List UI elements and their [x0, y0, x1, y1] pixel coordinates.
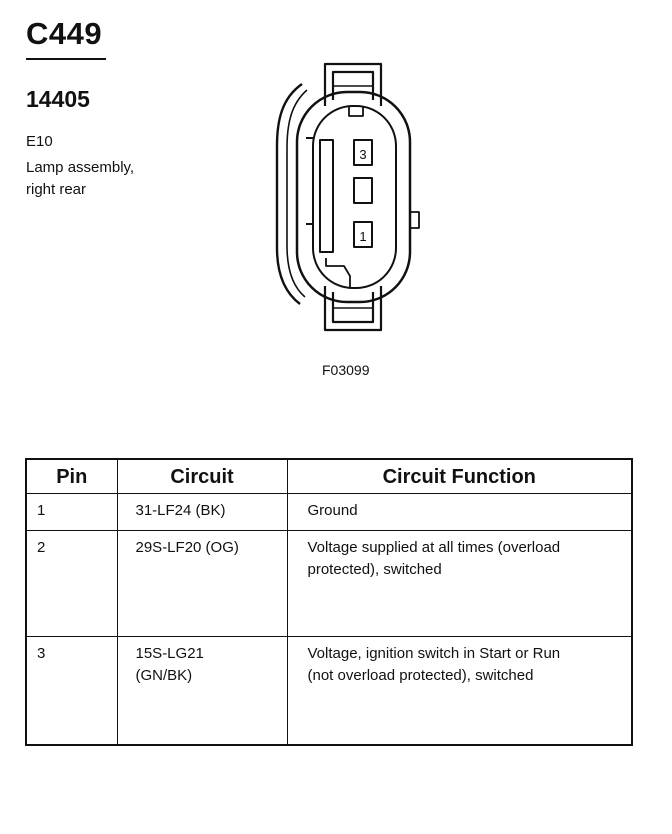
- circuit-line: 29S-LF20 (OG): [135, 539, 239, 556]
- connector-face-diagram: [265, 55, 435, 340]
- pin-cell: 3: [26, 637, 117, 746]
- function-cell: [287, 494, 632, 531]
- component-description: [26, 157, 166, 201]
- function-line: Voltage supplied at all times (overload: [307, 539, 561, 556]
- pin-cell: 2: [26, 531, 117, 637]
- circuit-cell: [117, 531, 287, 637]
- function-line: (not overload protected), switched: [307, 667, 534, 684]
- title-underline: [26, 58, 106, 60]
- function-line: protected), switched: [307, 561, 442, 578]
- table-row: [26, 531, 632, 637]
- pin-cell: 1: [26, 494, 117, 531]
- cavity-label: 1: [359, 229, 367, 244]
- table-row: [26, 637, 632, 746]
- pinout-table: [25, 458, 633, 746]
- part-number: 14405: [26, 86, 90, 112]
- circuit-line: 15S-LG21: [135, 645, 204, 662]
- column-header-pin: Pin: [26, 459, 117, 494]
- description-line: Lamp assembly,: [26, 159, 135, 176]
- function-cell: [287, 531, 632, 637]
- table-header-row: [26, 459, 632, 494]
- table-row: [26, 494, 632, 531]
- circuit-cell: [117, 494, 287, 531]
- circuit-line: 31-LF24 (BK): [135, 502, 226, 519]
- function-cell: [287, 637, 632, 746]
- circuit-cell: [117, 637, 287, 746]
- cavity-2: [354, 178, 372, 203]
- circuit-line: (GN/BK): [135, 667, 193, 684]
- terminal-slot-tall: [320, 140, 333, 252]
- location-code: E10: [26, 133, 53, 150]
- function-line: Voltage, ignition switch in Start or Run: [307, 645, 561, 662]
- description-line: right rear: [26, 181, 87, 198]
- connector-id: C449: [26, 16, 103, 51]
- column-header-circuit: Circuit: [117, 459, 287, 494]
- function-line: Ground: [307, 502, 358, 519]
- cavity-label: 3: [359, 147, 367, 162]
- column-header-function: Circuit Function: [287, 459, 632, 494]
- figure-id: F03099: [322, 362, 370, 378]
